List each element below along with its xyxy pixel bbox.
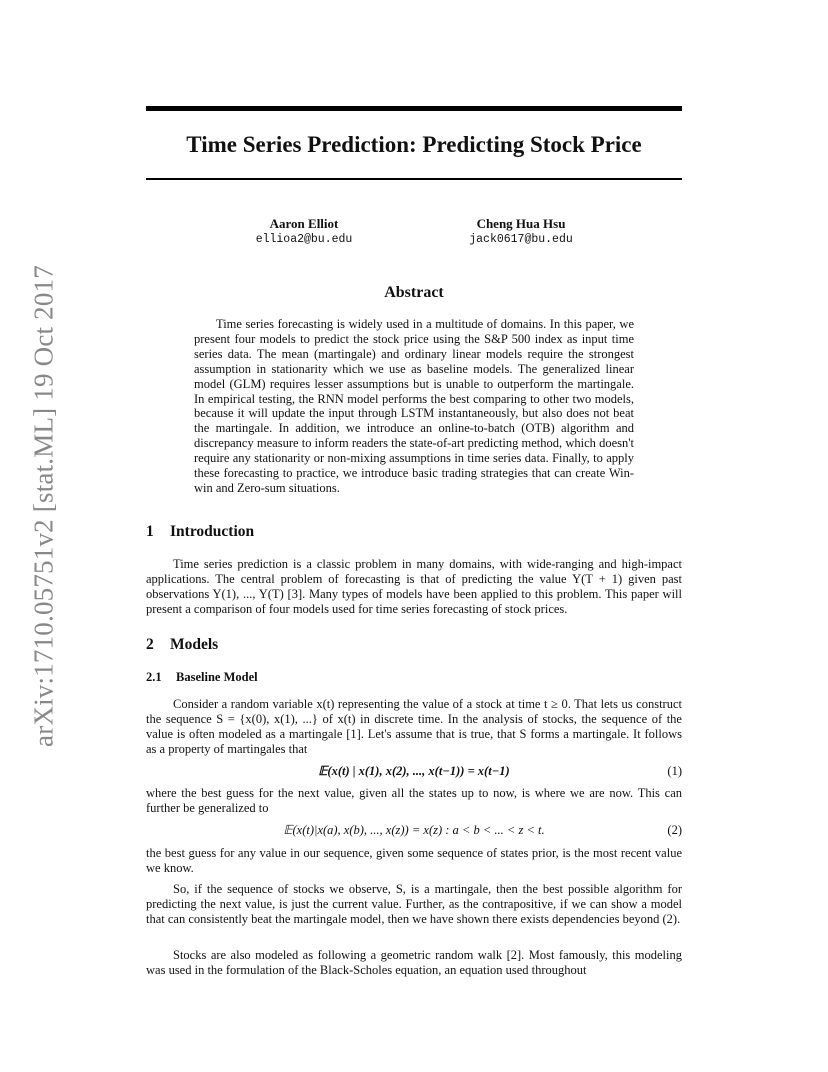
equation-number: (2) — [667, 823, 682, 837]
author-block-1 — [204, 216, 404, 248]
introduction-paragraph — [146, 557, 682, 617]
author-name: Aaron Elliot — [269, 216, 339, 231]
section-title: Introduction — [170, 523, 255, 540]
author-email: ellioa2@bu.edu — [255, 233, 353, 246]
equation-body: 𝔼(x(t)|x(a), x(b), ..., x(z)) = x(z) : a < b < ... < z < t. — [283, 823, 545, 837]
arxiv-id: arXiv:1710.05751v2 [stat.ML] 19 Oct 2017 — [28, 265, 59, 747]
baseline-paragraph-1 — [146, 697, 682, 757]
paper-page — [146, 0, 682, 1072]
paragraph-text: the best guess for any value in our sequence, given some sequence of states prior, is the most recent value we know. — [146, 846, 682, 875]
author-email: jack0617@bu.edu — [469, 233, 573, 246]
author-name: Cheng Hua Hsu — [476, 216, 566, 231]
abstract-text: Time series forecasting is widely used in a multitude of domains. In this paper, we present four models to predict the stock price using the S&P 500 index as input time series data. The mean (martingale) and ordinary linear models require the strongest assumption in stationarity which we use as baseline models. The generalized linear model (GLM) requires lesser assumptions but is unable to outperform the martingale. In empirical testing, the RNN model performs the best comparing to other two models, because it will update the input through LSTM instantaneously, but also does not beat the martingale. In addition, we introduce an online-to-batch (OTB) algorithm and discrepancy measure to inform readers the state-of-art predicting method, which doesn't require any stationarity or non-mixing assumptions in time series data. Finally, to apply these forecasting to practice, we introduce basic trading strategies that can create Win-win and Zero-sum situations. — [194, 317, 634, 495]
subsection-heading-baseline — [146, 669, 258, 685]
baseline-paragraph-4 — [146, 882, 682, 927]
subsection-number: 2.1 — [146, 670, 162, 684]
paragraph-text: So, if the sequence of stocks we observe, S, is a martingale, then the best possible algorithm for predicting the next value, is just the current value. Further, as the contrapositive, if we can show a model that can consistently beat the martingale model, then we have shown there exists dependencies beyond (2). — [146, 882, 682, 926]
section-heading-models — [146, 635, 218, 655]
baseline-paragraph-3 — [146, 846, 682, 876]
section-title: Models — [170, 636, 219, 653]
paragraph-text: where the best guess for the next value, given all the states up to now, is where we are now. This can further be generalized to — [146, 786, 682, 815]
paragraph-text: Time series prediction is a classic problem in many domains, with wide-ranging and high-impact applications. The central problem of forecasting is that of predicting the value Y(T + 1) given past observations Y(1), ..., Y(T) [3]. Many types of models have been applied to this problem. This paper will present a comparison of four models used for time series forecasting of stock prices. — [146, 557, 682, 616]
paragraph-text: Stocks are also modeled as following a geometric random walk [2]. Most famously, this modeling was used in the formulation of the Black-Scholes equation, an equation used throughout — [146, 948, 682, 977]
baseline-paragraph-5 — [146, 948, 682, 978]
section-heading-introduction — [146, 522, 254, 542]
baseline-paragraph-2 — [146, 786, 682, 816]
section-number: 2 — [146, 636, 154, 653]
title-bottom-rule — [146, 178, 682, 180]
section-number: 1 — [146, 523, 154, 540]
subsection-title: Baseline Model — [176, 670, 258, 684]
abstract-heading: Abstract — [384, 284, 444, 301]
paragraph-text: Consider a random variable x(t) representing the value of a stock at time t ≥ 0. That lets us construct the sequence S = {x(0), x(1), ...} of x(t) in discrete time. In the analysis of stocks, the sequence of the value is often modeled as a martingale [1]. Let's assume that is true, that S forms a martingale. It follows as a property of martingales that — [146, 697, 682, 756]
author-block-2 — [421, 216, 621, 248]
abstract-body — [194, 317, 634, 496]
equation-body: 𝔼(x(t) | x(1), x(2), ..., x(t−1)) = x(t−1) — [318, 764, 510, 778]
equation-number: (1) — [667, 764, 682, 778]
title-top-rule — [146, 106, 682, 111]
paper-title: Time Series Prediction: Predicting Stock Price — [186, 132, 642, 157]
